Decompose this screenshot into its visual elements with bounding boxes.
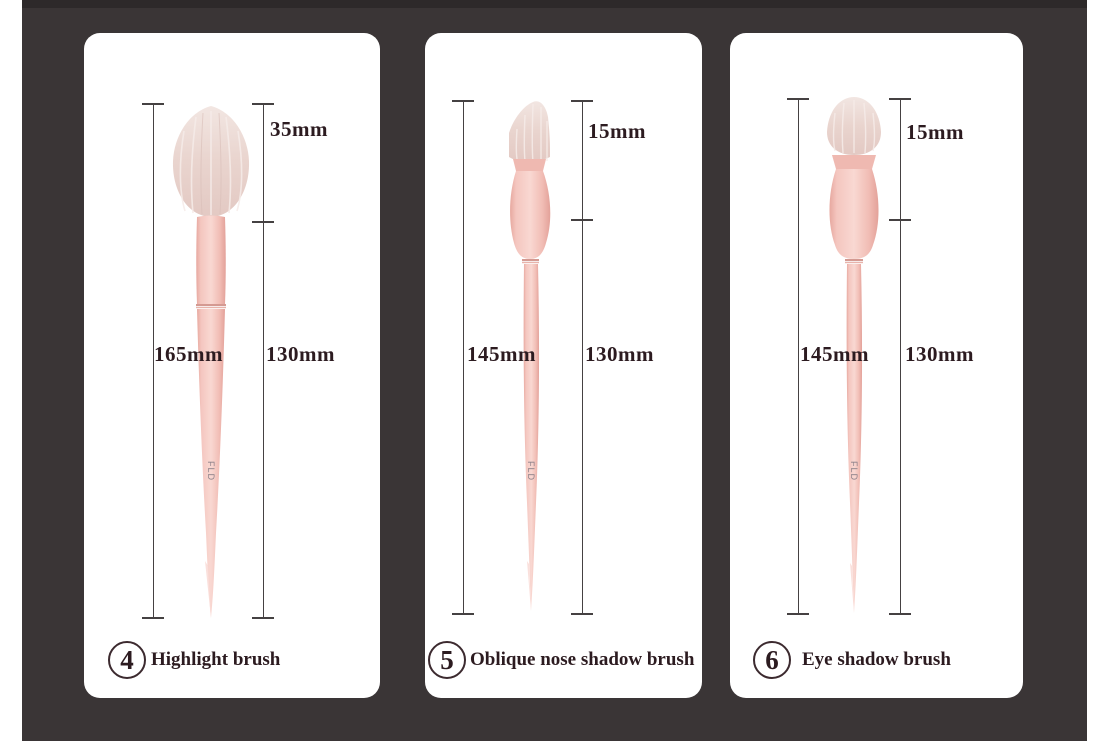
highlight-brush-image [84, 33, 380, 698]
brush-name: Oblique nose shadow brush [470, 649, 695, 670]
handle-length-line [263, 103, 264, 619]
product-card-highlight-brush [84, 33, 380, 698]
bristle-base-tick [252, 221, 274, 223]
bristle-length-label: 15mm [588, 119, 646, 143]
bristle-base-tick [889, 219, 911, 221]
total-length-label: 145mm [467, 342, 536, 366]
item-number: 4 [120, 644, 134, 675]
handle-length-line [582, 100, 583, 615]
handle-length-label: 130mm [585, 342, 654, 366]
item-number: 5 [440, 644, 454, 675]
bristle-length-label: 15mm [906, 120, 964, 144]
brand-logo-text: FLD [849, 460, 859, 482]
total-length-label: 145mm [800, 342, 869, 366]
brand-logo-text: FLD [206, 460, 216, 482]
handle-length-label: 130mm [905, 342, 974, 366]
total-length-label: 165mm [154, 342, 223, 366]
bristle-length-label: 35mm [270, 117, 328, 141]
item-number-badge [108, 641, 146, 679]
total-length-line [463, 100, 464, 615]
eye-shadow-brush-image [730, 33, 1023, 698]
handle-length-line [900, 98, 901, 615]
item-number-badge [753, 641, 791, 679]
handle-length-label: 130mm [266, 342, 335, 366]
top-dark-strip [22, 0, 1087, 8]
product-card-oblique-nose-shadow-brush [425, 33, 702, 698]
total-length-line [798, 98, 799, 615]
brush-name: Highlight brush [151, 649, 281, 670]
item-number: 6 [765, 644, 779, 675]
product-card-eye-shadow-brush [730, 33, 1023, 698]
bristle-base-tick [571, 219, 593, 221]
brand-logo-text: FLD [526, 460, 536, 482]
item-number-badge [428, 641, 466, 679]
brush-name: Eye shadow brush [802, 649, 951, 670]
